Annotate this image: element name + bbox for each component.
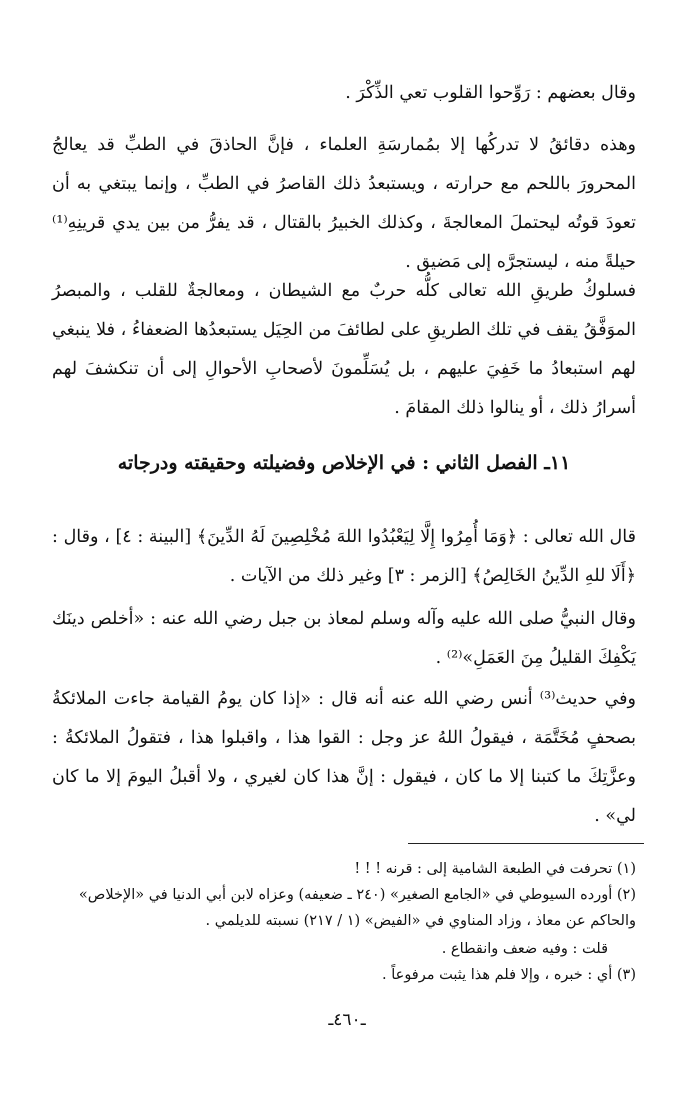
paragraph-medicine-analogy: وهذه دقائقُ لا تدركُها إلا بمُمارسَةِ العلماء ، فإنَّ الحاذقَ في الطبِّ قد يعالجُ المحرورَ باللحم مع حرارته ، ويستبعدُ ذلك القاصرُ في الطبِّ ، وإنما يبتغي به أن تعودَ قوتُه ليحتملَ المعالجةَ ، وكذلك الخبيرُ بالقتال ، قد يفرُّ من بين يدي قرينِهِ⁽¹⁾ حيلةً منه ، ليستجرَّه إلى مَضيق . (52, 135, 636, 272)
section-heading: ١١ـ الفصل الثاني : في الإخلاص وفضيلته وحقيقته ودرجاته (117, 452, 571, 474)
footnote-2-comment: قلت : وفيه ضعف وانقطاع . (441, 941, 608, 957)
footnote-divider (408, 843, 644, 844)
paragraph-anas-hadith: وفي حديث⁽³⁾ أنس رضي الله عنه أنه قال : «إذا كان يومُ القيامة جاءت الملائكةُ بصحفٍ مُخَتَّمَة ، فيقولُ اللهُ عز وجل : القوا هذا ، واقبلوا هذا ، فتقولُ الملائكةُ : وعزَّتِكَ ما كتبنا إلا ما كان ، فيقول : إنَّ هذا كان لغيري ، ولا أقبلُ اليومَ إلا ما كان لي» . (52, 689, 636, 826)
footnote-3: (٣) أي : خبره ، وإلا فلم هذا يثبت مرفوعاً . (382, 967, 636, 983)
paragraph-path-of-god: فسلوكُ طريقِ الله تعالى كلُّه حربٌ مع الشيطان ، ومعالجةٌ للقلب ، والمبصرُ الموَفَّقُ يقف في تلك الطريقِ على لطائفَ من الحِيَل يستبعدُها الضعفاءُ ، فلا ينبغي لهم استبعادُ ما خَفِيَ عليهم ، بل يُسَلِّمونَ لأصحابِ الأحوالِ إلى أن تنكشفَ لهم أسرارُ ذلك ، أو ينالوا ذلك المقامَ . (52, 281, 637, 418)
paragraph-rawwihu: وقال بعضهم : رَوِّحوا القلوب تعي الذِّكْرَ . (345, 83, 636, 103)
paragraph-quran-verses: قال الله تعالى : ﴿وَمَا أُمِرُوا إِلَّا لِيَعْبُدُوا اللهَ مُخْلِصِينَ لَهُ الدِّينَ﴾ [البينة : ٤] ، وقال : ﴿أَلَا للهِ الدِّينُ الخَالِصُ﴾ [الزمر : ٣] وغير ذلك من الآيات . (52, 527, 636, 586)
page-number: ـ٤٦٠ـ (328, 1010, 366, 1030)
paragraph-muadh-hadith: وقال النبيُّ صلى الله عليه وآله وسلم لمعاذ بن جبل رضي الله عنه : «أخلص دينَك يَكْفِكَ القليلُ مِنَ العَمَلِ»⁽²⁾ . (52, 609, 636, 668)
footnote-1: (١) تحرفت في الطبعة الشامية إلى : قرنه ! ! ! (354, 861, 636, 877)
footnote-2: (٢) أورده السيوطي في «الجامع الصغير» (٢٤٠ ـ ضعيفه) وعزاه لابن أبي الدنيا في «الإخلاص» والحاكم عن معاذ ، وزاد المناوي في «الفيض» (١ / ٢١٧) نسبته للديلمي . (78, 887, 636, 929)
